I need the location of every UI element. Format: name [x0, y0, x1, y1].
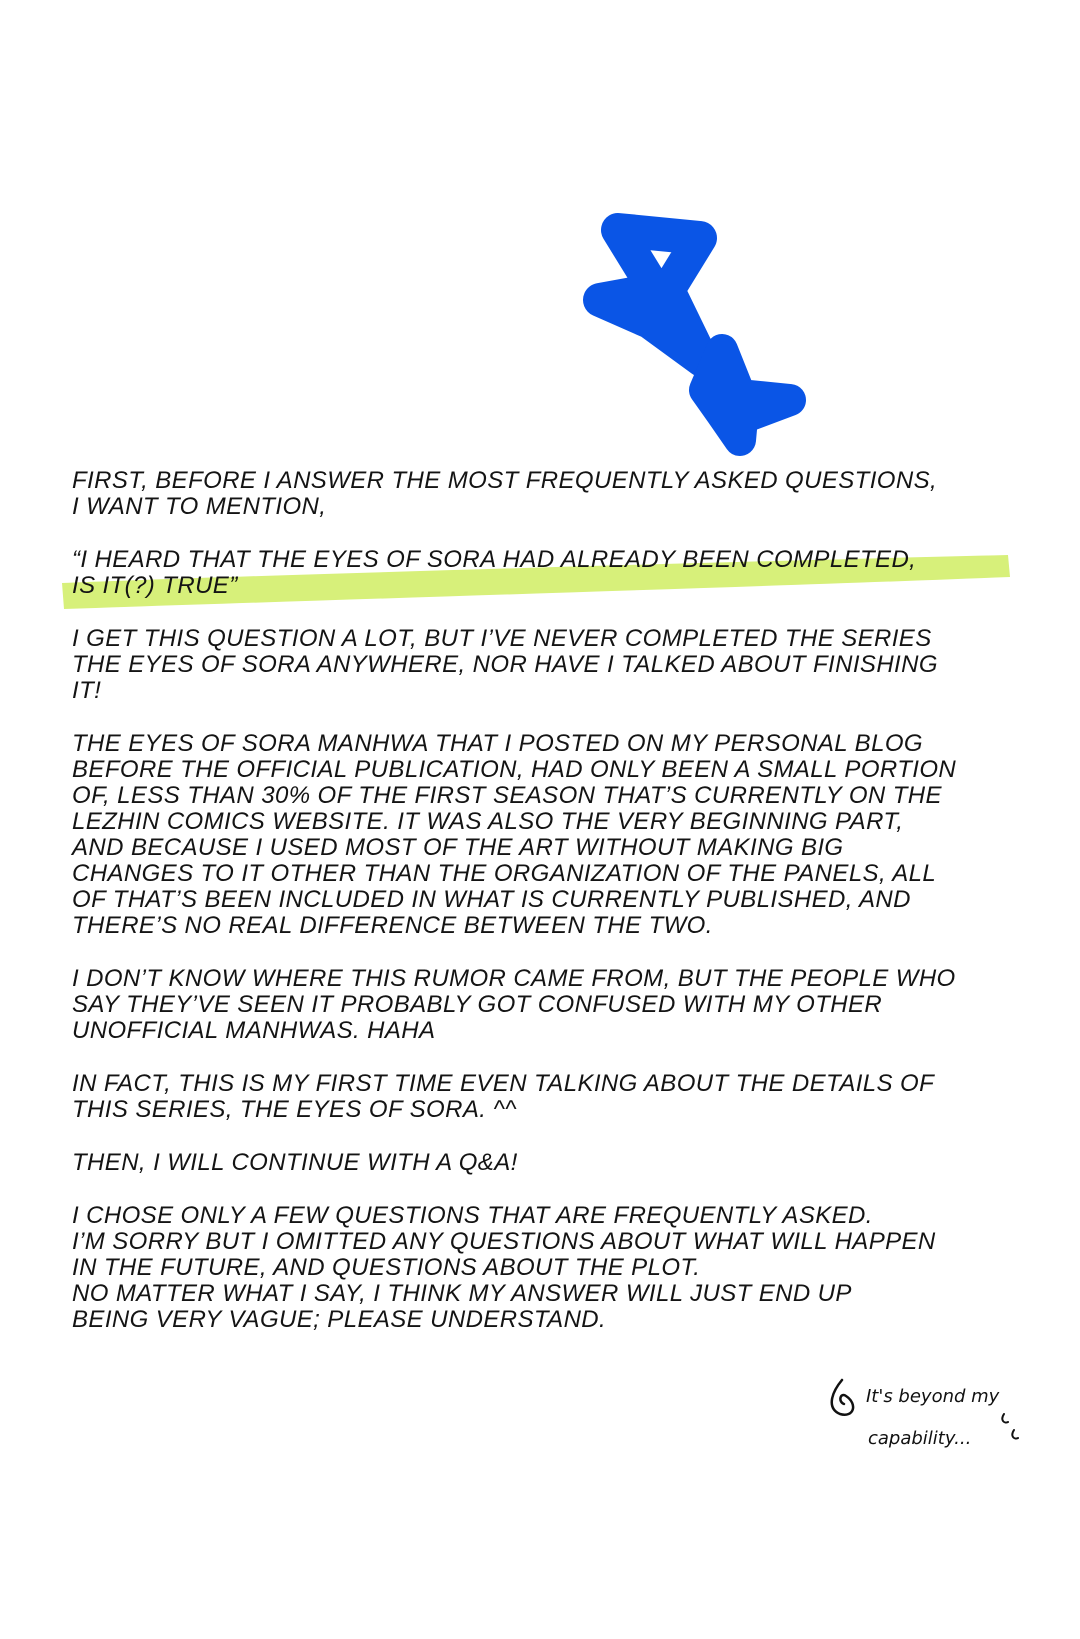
body-text	[72, 468, 1032, 1360]
handwritten-side-note	[828, 1378, 1078, 1468]
paragraph-qa-intro: THEN, I WILL CONTINUE WITH A Q&A!	[72, 1149, 518, 1176]
star-doodles	[0, 0, 1080, 520]
small-star-icon	[705, 350, 790, 440]
sweat-drop-icon	[832, 1380, 853, 1415]
paragraph-intro: FIRST, BEFORE I ANSWER THE MOST FREQUENTLY ASKED QUESTIONS, I WANT TO MENTION,	[72, 467, 938, 520]
sweat-marks-icon	[1002, 1414, 1018, 1439]
paragraph-blog-history: THE EYES OF SORA MANHWA THAT I POSTED ON MY PERSONAL BLOG BEFORE THE OFFICIAL PUBLICATION, HAD ONLY BEEN A SMALL PORTION OF, LESS THAN 30% OF THE FIRST SEASON THAT’S CURRENTLY ON THE LEZHIN COMICS WEBSITE. IT WAS ALSO THE VERY BEGINNING PART, AND BECAUSE I USED MOST OF THE ART WITHOUT MAKING BIG CHANGES TO IT OTHER THAN THE ORGANIZATION OF THE PANELS, ALL OF THAT’S BEEN INCLUDED IN WHAT IS CURRENTLY PUBLISHED, AND THERE’S NO REAL DIFFERENCE BETWEEN THE TWO.	[72, 730, 957, 939]
large-star-icon	[600, 230, 702, 360]
paragraph-never-completed: I GET THIS QUESTION A LOT, BUT I’VE NEVER COMPLETED THE SERIES THE EYES OF SORA ANYWHERE, NOR HAVE I TALKED ABOUT FINISHING IT!	[72, 625, 938, 704]
paragraph-rumor: I DON’T KNOW WHERE THIS RUMOR CAME FROM, BUT THE PEOPLE WHO SAY THEY’VE SEEN IT PROBABLY GOT CONFUSED WITH MY OTHER UNOFFICIAL MANHWAS. HAHA	[72, 965, 956, 1044]
paragraph-first-time: IN FACT, THIS IS MY FIRST TIME EVEN TALKING ABOUT THE DETAILS OF THIS SERIES, THE EYES OF SORA. ^^	[72, 1070, 935, 1123]
paragraph-quote: “I HEARD THAT THE EYES OF SORA HAD ALREADY BEEN COMPLETED, IS IT(?) TRUE”	[72, 547, 1032, 599]
paragraph-questions-chosen: I CHOSE ONLY A FEW QUESTIONS THAT ARE FREQUENTLY ASKED. I’M SORRY BUT I OMITTED ANY QUESTIONS ABOUT WHAT WILL HAPPEN IN THE FUTURE, AND QUESTIONS ABOUT THE PLOT. NO MATTER WHAT I SAY, I THINK MY ANSWER WILL JUST END UP BEING VERY VAGUE; PLEASE UNDERSTAND.	[72, 1202, 936, 1333]
side-note-line-2: capability...	[868, 1428, 972, 1449]
side-note-line-1: It's beyond my	[866, 1386, 1000, 1407]
